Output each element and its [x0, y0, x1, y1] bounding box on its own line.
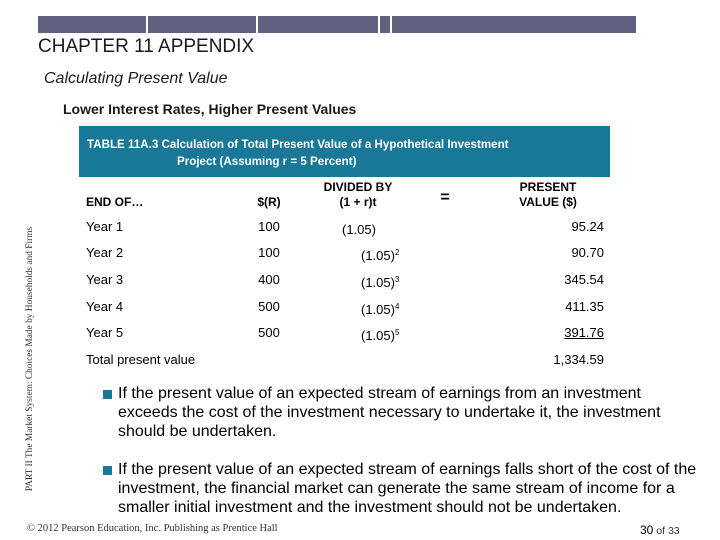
- page-current: 30: [640, 523, 654, 537]
- row-divisor-exponent: 3: [394, 275, 400, 284]
- paragraph-not-invest-rule: If the present value of an expected stream of earnings falls short of the cost of the investment, the financial market can generate the same stream of income for a smaller initial investment and the investment should not be undertaken.: [118, 461, 697, 516]
- row-divisor-base: (1.05): [361, 328, 395, 343]
- total-value: 1,334.59: [553, 352, 604, 367]
- row-divisor: [342, 219, 376, 237]
- paragraph-invest-rule: If the present value of an expected stream of earnings from an investment exceeds the cost of the investment necessary to undertake it, the investment should be undertaken.: [118, 385, 661, 440]
- col-header-divided-by: [318, 180, 398, 210]
- row-divisor-base: (1.05): [361, 275, 395, 290]
- row-divisor-base: (1.05): [361, 248, 395, 263]
- section-heading: Lower Interest Rates, Higher Present Values: [63, 101, 357, 117]
- footer-copyright: © 2012 Pearson Education, Inc. Publishing as Prentice Hall: [27, 523, 278, 534]
- row-year: Year 4: [86, 299, 124, 314]
- col-header-equals: =: [440, 189, 450, 206]
- row-divisor-base: (1.05): [361, 302, 395, 317]
- sidebar-part-label: [24, 224, 36, 494]
- page-total: of 33: [656, 525, 680, 537]
- row-year: Year 3: [86, 272, 124, 287]
- col-header-r: $(R): [257, 195, 281, 209]
- page-number: [640, 523, 680, 537]
- bullet-icon: [103, 390, 112, 399]
- row-r-value: 100: [258, 219, 280, 234]
- row-divisor-base: (1.05): [342, 222, 376, 237]
- row-r-value: 100: [258, 245, 280, 260]
- row-divisor-exponent: 4: [394, 302, 400, 311]
- col-header-pv-line2: VALUE ($): [519, 195, 577, 209]
- bullet-icon: [103, 466, 112, 475]
- top-decorative-bar: [38, 16, 638, 33]
- chapter-title: CHAPTER 11 APPENDIX: [38, 36, 255, 57]
- total-label: Total present value: [86, 352, 196, 367]
- row-divisor-exponent: 2: [394, 248, 400, 257]
- row-divisor: [361, 325, 399, 343]
- row-r-value: 500: [258, 325, 280, 340]
- row-year: Year 5: [86, 325, 124, 340]
- table-title-banner: [79, 126, 610, 177]
- row-present-value: 411.35: [565, 299, 604, 314]
- col-header-pv-line1: PRESENT: [519, 180, 577, 194]
- col-header-divided-by-line1: DIVIDED BY: [323, 180, 393, 194]
- slide-subtitle: Calculating Present Value: [44, 70, 228, 87]
- row-present-value: 90.70: [571, 245, 604, 260]
- row-r-value: 500: [258, 299, 280, 314]
- row-present-value: 95.24: [571, 219, 604, 234]
- table-title-line2: Project (Assuming r = 5 Percent): [177, 155, 357, 168]
- row-present-value: 345.54: [564, 272, 604, 287]
- row-divisor: [361, 299, 399, 317]
- row-divisor: [361, 245, 399, 263]
- row-year: Year 1: [86, 219, 124, 234]
- row-present-value: 391.76: [564, 325, 604, 340]
- row-divisor-exponent: 5: [394, 328, 400, 337]
- sidebar-text: PART II The Market System: Choices Made by Households and Firms: [25, 226, 35, 492]
- col-header-present-value: [498, 180, 598, 210]
- row-r-value: 400: [258, 272, 280, 287]
- col-header-end-of: END OF…: [86, 195, 144, 209]
- col-header-divided-by-line2: (1 + r)t: [339, 195, 377, 209]
- table-title-line1: TABLE 11A.3 Calculation of Total Present Value of a Hypothetical Investment: [87, 138, 509, 151]
- row-year: Year 2: [86, 245, 124, 260]
- row-divisor: [361, 272, 399, 290]
